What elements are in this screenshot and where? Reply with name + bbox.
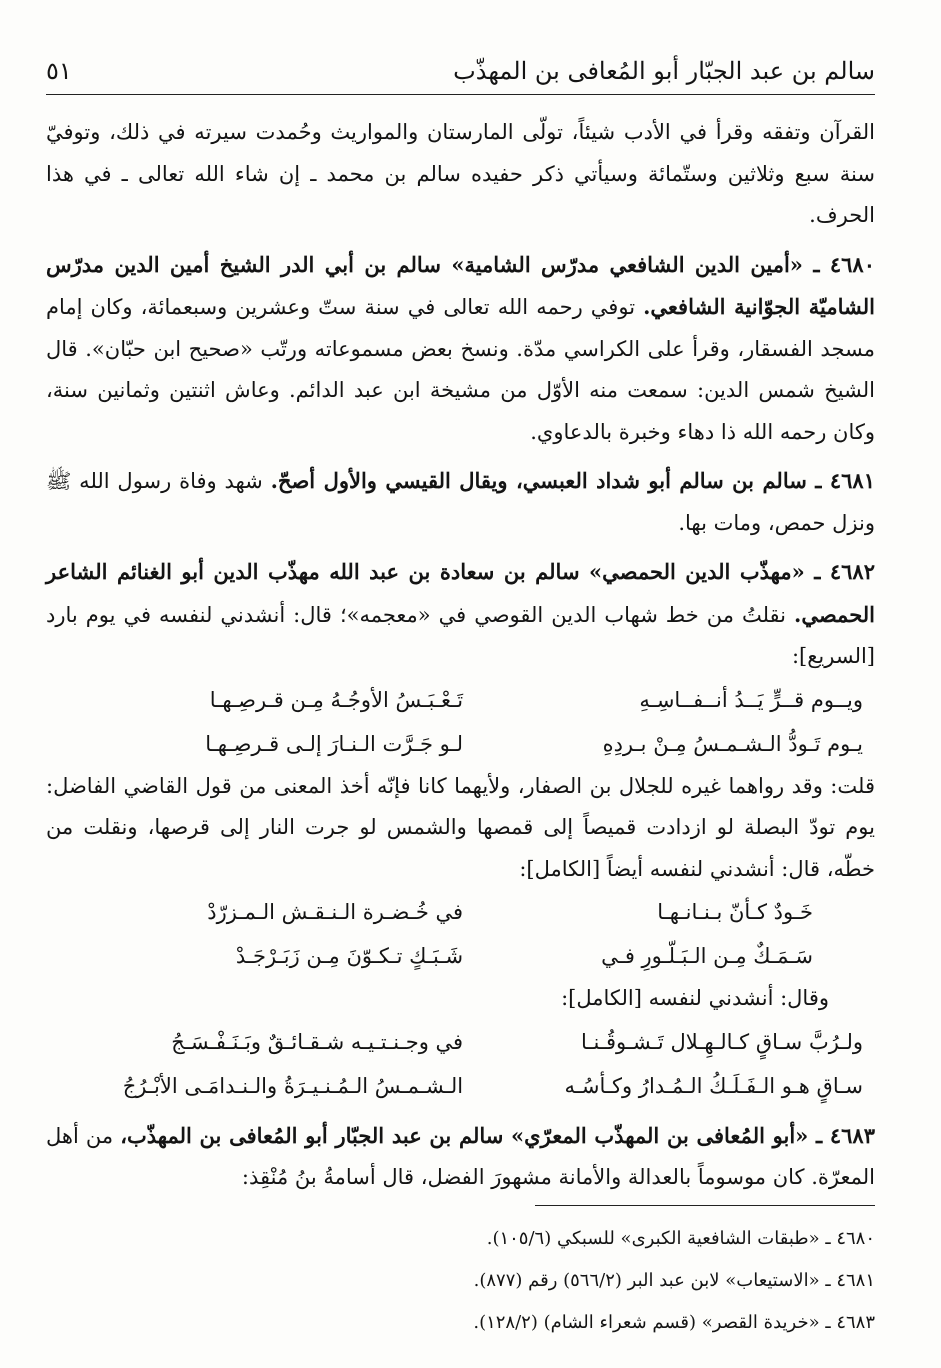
verse-line — [46, 1064, 875, 1108]
entry-4683-heading: ٤٦٨٣ ـ «أبو المُعافى بن المهذّب المعرّي» سالم بن عبد الجبّار أبو المُعافى بن المهذّب، — [120, 1122, 875, 1148]
main-text — [46, 112, 875, 1199]
verse-hemistich: الـشـمـسُ الـمُـنـيـرَةُ والـنـدامَـى الأبْـرُجُ — [122, 1073, 464, 1098]
verse-hemistich: لـو جَـرَّت الـنـارَ إلـى قـرصِـهـا — [205, 731, 464, 756]
running-title: سالم بن عبد الجبّار أبو المُعافى بن المهذّب — [453, 57, 875, 85]
footnote: ٤٦٨١ ـ «الاستيعاب» لابن عبد البر (٥٦٦/٢) رقم (٨٧٧). — [473, 1270, 875, 1291]
verse-hemistich: شَـبَـكٍ تـكـوّنَ مِـن زَبَـرْجَـدْ — [235, 944, 464, 968]
verse-hemistich: تَـعْـبَـسُ الأوجُـهُ مِـن قـرصِـهـا — [209, 687, 464, 712]
verse-hemistich: ويــوم قــرٍّ يَــدُ أنــفــاسِـهِ — [639, 687, 863, 712]
footnote: ٤٦٨٠ ـ «طبقات الشافعية الكبرى» للسبكي (١٠٥/٦). — [486, 1228, 875, 1249]
entry-4681 — [46, 460, 875, 544]
entry-4682 — [46, 551, 875, 678]
verse-hemistich: سَـمَـكٌ مِـن الـبَـلّـورِ فـي — [601, 944, 813, 968]
page-number: ٥١ — [46, 57, 72, 85]
entry-4682-heading: ٤٦٨٢ ـ «مهذّب الدين الحمصي» سالم بن سعادة بن عبد الله مهذّب الدين أبو الغنائم الشاعر الحمصي. — [46, 559, 875, 627]
paragraph-qult: قلت: وقد رواهما غيره للجلال بن الصفار، ولأيهما كانا فإنّه أخذ المعنى من قول القاضي الفاضل: يوم تودّ البصلة لو ازدادت قميصاً إلى قمصها والشمس لو جرت النار إلى قرصها، ونقلت من خطّه، قال: أنشدني لنفسه أيضاً [الكامل]: — [46, 773, 875, 881]
verse-hemistich: يـوم تَـودُّ الـشـمـسُ مِـنْ بـردِهِ — [602, 731, 863, 756]
paragraph-waqal: وقال: أنشدني لنفسه [الكامل]: — [561, 986, 829, 1010]
footnote: ٤٦٨٣ ـ «خريدة القصر» (قسم شعراء الشام) (١٢٨/٢). — [473, 1312, 875, 1333]
verse-line — [46, 890, 875, 934]
entry-4682-text: نقلتُ من خط شهاب الدين القوصي في «معجمه»؛ قال: أنشدني لنفسه في يوم بارد [السريع]: — [46, 602, 875, 668]
entry-4683 — [46, 1115, 875, 1199]
verse-hemistich: في وجـنـتـيـه شـقـائـقٌ وبَـنَـفْـسَـجُ — [171, 1029, 464, 1054]
entry-4680-text: توفي رحمه الله تعالى في سنة ستّ وعشرين وسبعمائة، وكان إمام مسجد الفسقار، وقرأ على الكراسي مدّة. ونسخ بعض مسموعاته ورتّب «صحيح ابن حبّان». قال الشيخ شمس الدين: سمعت منه الأوّل من مشيخة ابن عبد الدائم. وعاش اثنتين وثمانين سنة، وكان رحمه الله ذا دهاء وخبرة بالدعاوي. — [46, 295, 876, 444]
running-header — [46, 48, 875, 95]
entry-4683-text: من أهل المعرّة. كان موسوماً بالعدالة والأمانة مشهورَ الفضل، قال أسامةُ بنُ مُنْقِذ: — [46, 1123, 875, 1189]
entry-4681-heading: ٤٦٨١ ـ سالم بن سالم أبو شداد العبسي، ويقال القيسي والأول أصحّ. — [270, 468, 875, 493]
verse-hemistich: سـاقٍ هـو الـفَـلَـكُ الـمُـدارُ وكـأسُـه — [564, 1073, 863, 1098]
verse-hemistich: في خُـضـرة الـنـقـش الـمـزرّدْ — [207, 900, 464, 924]
verse-hemistich: ولـرُبَّ سـاقٍ كـالـهِـلال تَـشـوقُـنـا — [580, 1029, 863, 1054]
verse-hemistich: خَـودٌ كـأنّ بـنـانـهـا — [657, 900, 813, 924]
footnotes — [46, 1218, 875, 1344]
footnote-divider — [535, 1205, 875, 1206]
verse-line — [46, 1020, 875, 1064]
verse-line — [46, 678, 875, 722]
paragraph-continuation: القرآن وتفقه وقرأ في الأدب شيئاً، تولّى المارستان والمواريث وحُمدت سيرته في ذلك، وتوفيّ سنة سبع وثلاثين وستّمائة وسيأتي ذكر حفيده سالم بن محمد ـ إن شاء الله تعالى ـ في هذا الحرف. — [46, 120, 875, 227]
entry-4680-heading: ٤٦٨٠ ـ «أمين الدين الشافعي مدرّس الشامية» سالم بن أبي الدر الشيخ أمين الدين مدرّس الشاميّة الجوّانية الشافعي. — [46, 251, 875, 319]
verse-line — [46, 722, 875, 766]
entry-4680 — [46, 244, 875, 454]
entry-4681-text: شهد وفاة رسول الله ﷺ ونزل حمص، ومات بها. — [46, 469, 875, 535]
verse-line — [46, 934, 875, 978]
